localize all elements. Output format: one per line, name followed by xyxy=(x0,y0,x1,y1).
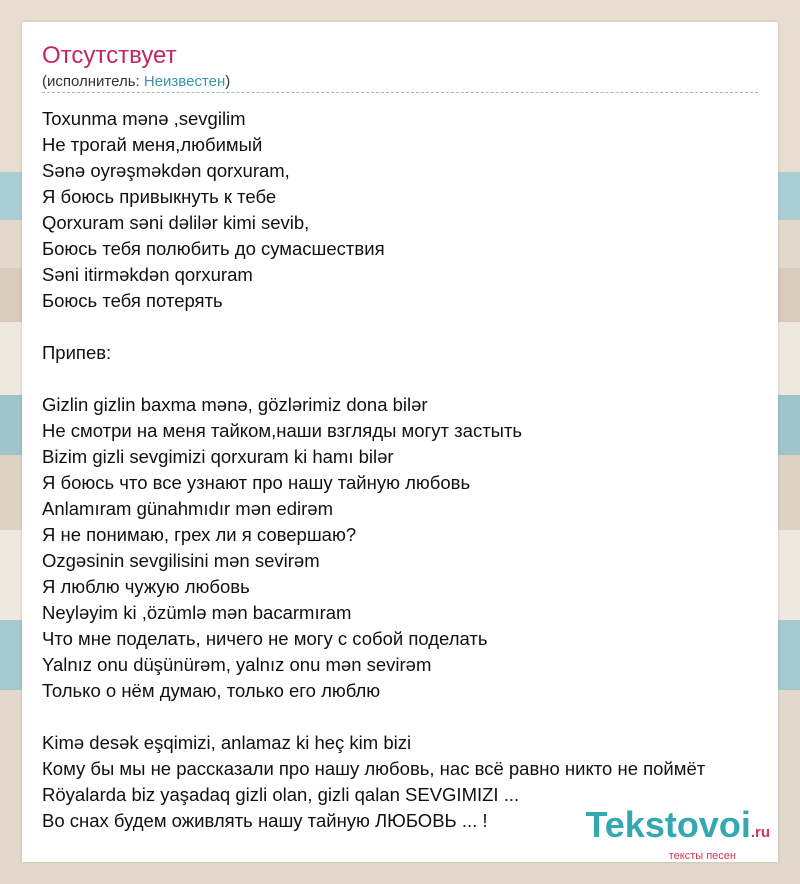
lyric-line: Neyləyim ki ,özümlə mən bacarmıram xyxy=(42,602,352,623)
lyric-line: Припев: xyxy=(42,342,112,363)
lyric-line xyxy=(42,366,772,392)
lyric-line: Anlamıram günahmıdır mən edirəm xyxy=(42,498,333,519)
lyric-line: Sənə oyrəşməkdən qorxuram, xyxy=(42,160,290,181)
lyric-line: Bizim gizli sevgimizi qorxuram ki hamı bilər xyxy=(42,446,394,467)
lyric-line: Только о нём думаю, только его люблю xyxy=(42,680,381,701)
lyric-line: Qorxuram səni dəlilər kimi sevib, xyxy=(42,212,310,233)
song-title: Отсутствует xyxy=(42,42,177,69)
lyric-line: Боюсь тебя полюбить до сумасшествия xyxy=(42,238,385,259)
lyric-line: Toxunma mənə ,sevgilim xyxy=(42,108,246,129)
lyric-line: Səni itirməkdən qorxuram xyxy=(42,264,253,285)
artist-suffix: ) xyxy=(225,73,231,90)
logo-tagline: тексты песен xyxy=(668,850,736,862)
artist-link[interactable]: Неизвестен xyxy=(143,73,226,90)
artist-line xyxy=(42,73,230,90)
lyric-line: Я не понимаю, грех ли я совершаю? xyxy=(42,524,357,545)
lyric-line: Kimə desək eşqimizi, anlamaz ki heç kim bizi xyxy=(42,732,412,753)
lyric-line: Кому бы мы не рассказали про нашу любовь, нас всё равно никто не поймёт xyxy=(42,758,706,779)
lyric-line: Я боюсь что все узнают про нашу тайную любовь xyxy=(42,472,471,493)
lyric-line: Боюсь тебя потерять xyxy=(42,290,223,311)
lyric-line: Не трогай меня,любимый xyxy=(42,134,263,155)
lyric-line: Я люблю чужую любовь xyxy=(42,576,250,597)
site-logo[interactable] xyxy=(585,804,770,862)
artist-prefix: (исполнитель: xyxy=(42,73,144,90)
lyric-line: Röyalarda biz yaşadaq gizli olan, gizli qalan SEVGIMIZI ... xyxy=(42,784,520,805)
divider xyxy=(42,92,758,93)
lyric-line: Gizlin gizlin baxma mənə, gözlərimiz dona bilər xyxy=(42,394,428,415)
lyric-line: Во снах будем оживлять нашу тайную ЛЮБОВЬ ... ! xyxy=(42,810,488,831)
lyric-line xyxy=(42,704,772,730)
lyric-line: Yalnız onu düşünürəm, yalnız onu mən sevirəm xyxy=(42,654,432,675)
lyric-line: Что мне поделать, ничего не могу с собой поделать xyxy=(42,628,488,649)
lyric-line: Ozgəsinin sevgilisini mən sevirəm xyxy=(42,550,320,571)
lyric-line: Не смотри на меня тайком,наши взгляды могут застыть xyxy=(42,420,523,441)
logo-name: Tekstovoi xyxy=(585,804,751,845)
logo-tld: .ru xyxy=(750,824,770,841)
lyrics-text xyxy=(42,106,772,834)
lyric-line: Я боюсь привыкнуть к тебе xyxy=(42,186,277,207)
lyric-line xyxy=(42,314,772,340)
lyrics-card xyxy=(22,22,778,862)
